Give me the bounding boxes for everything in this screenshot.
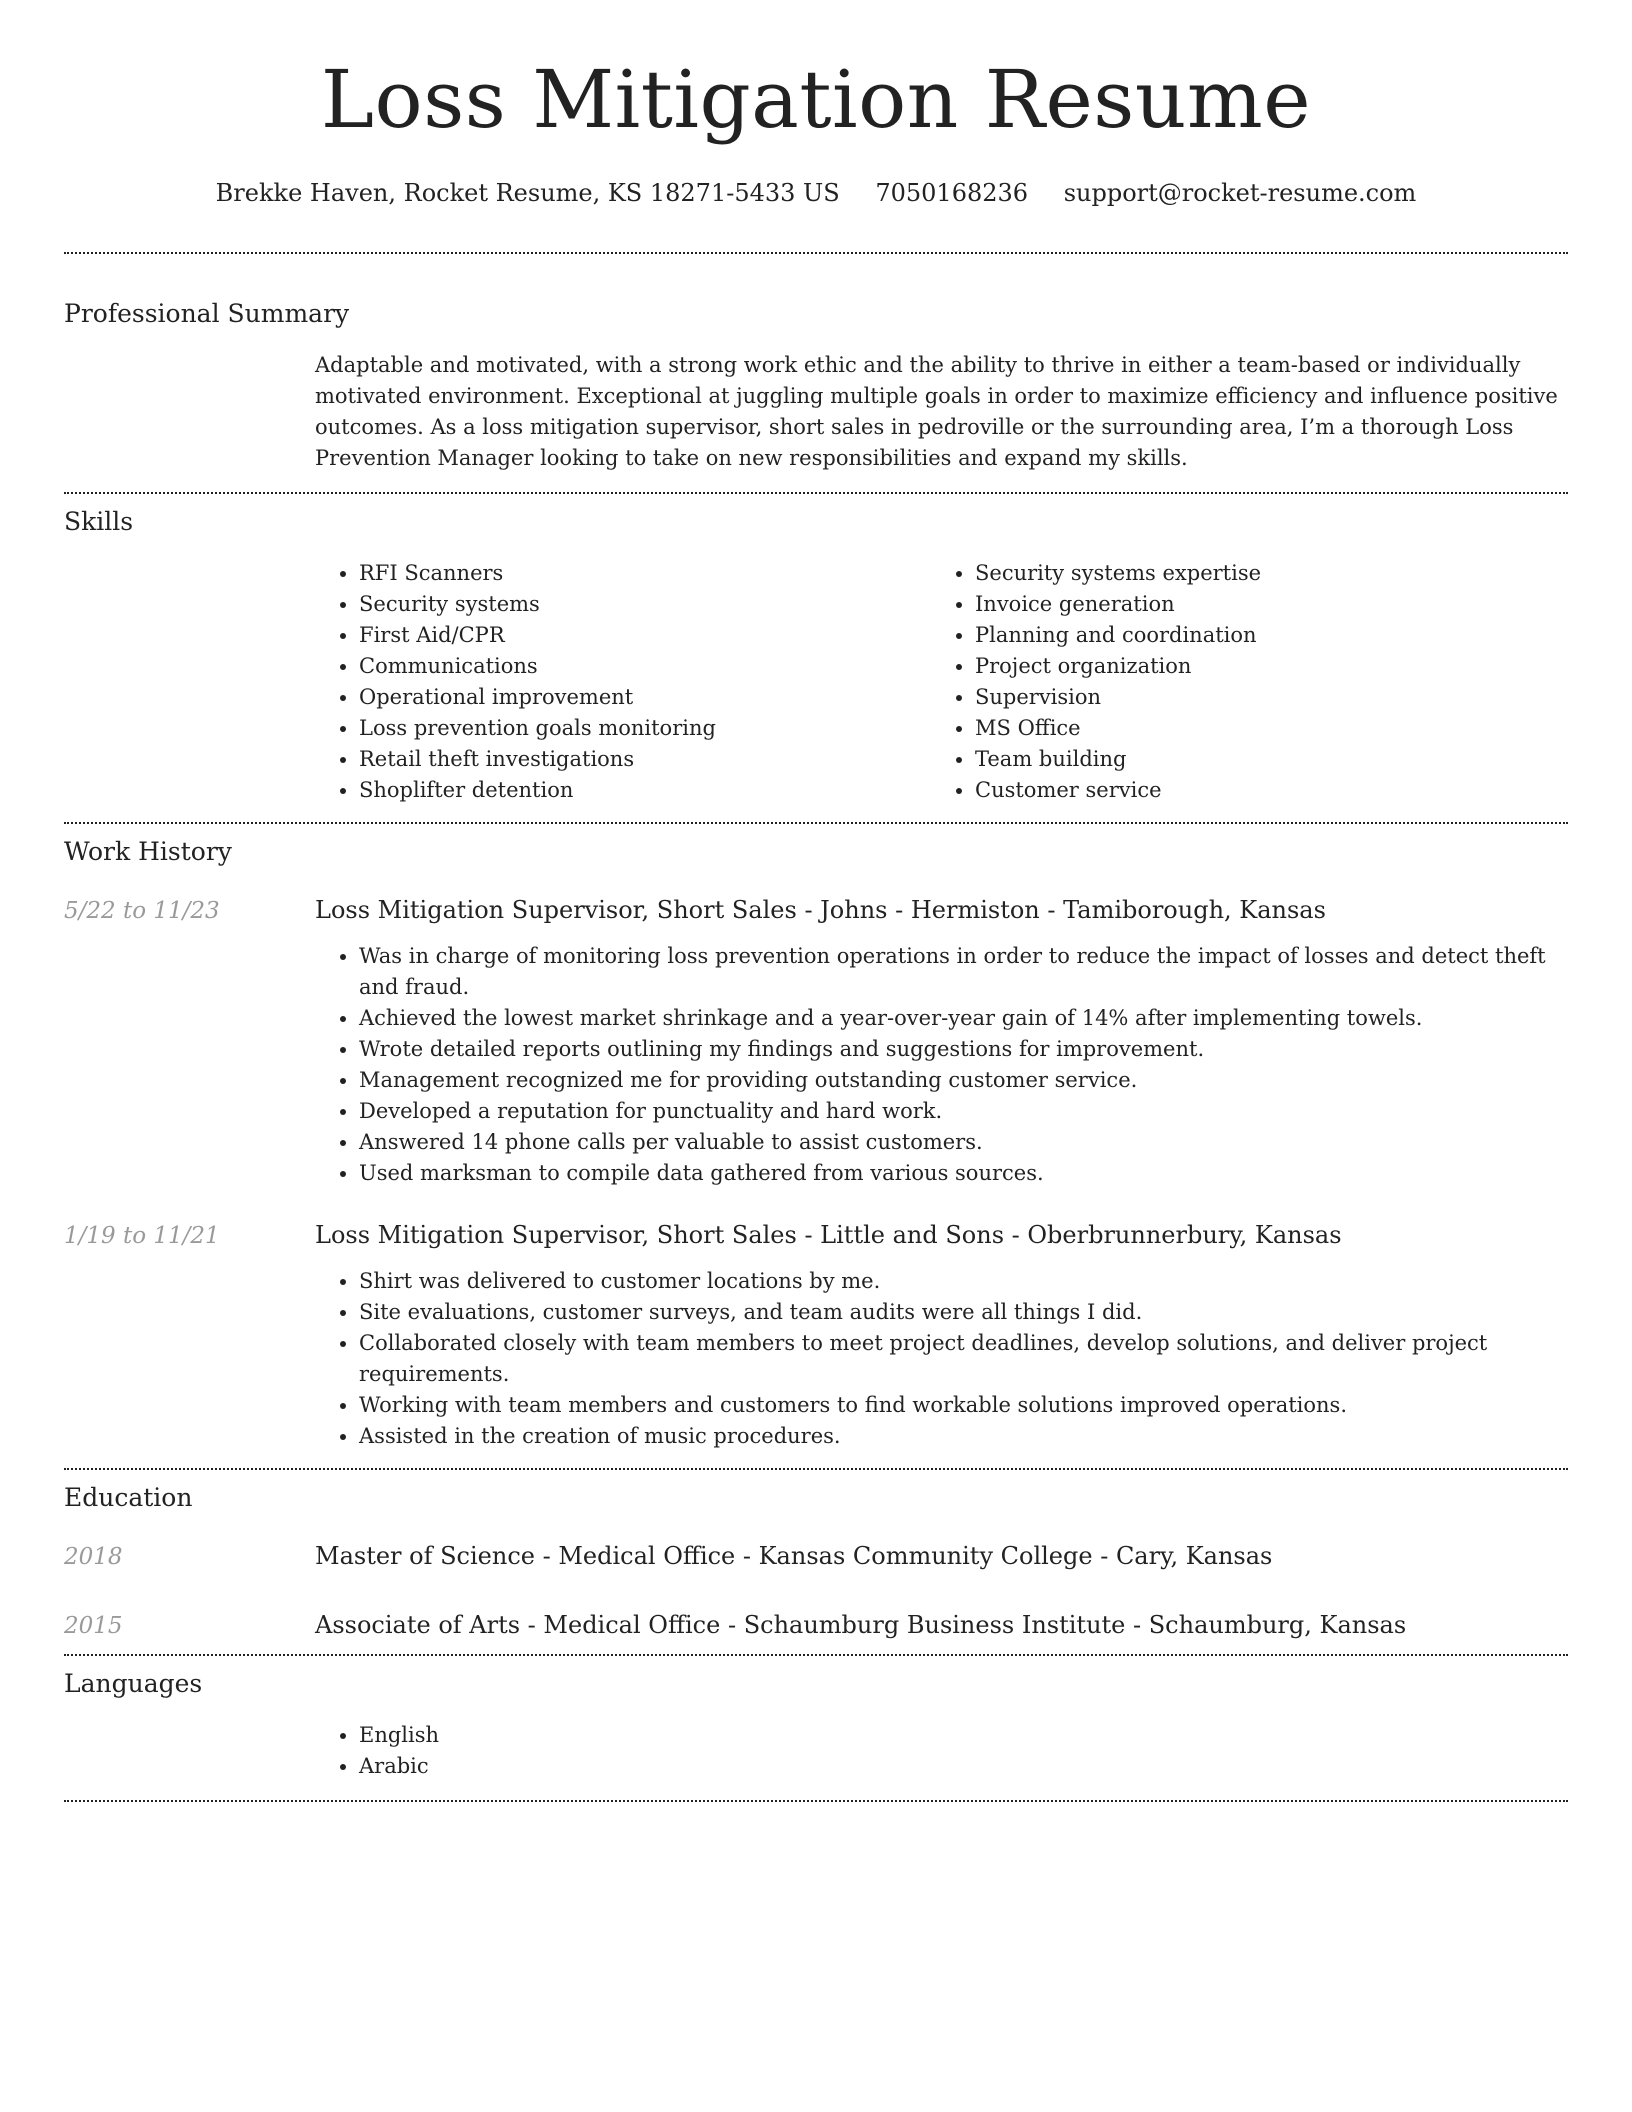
list-item: • English — [359, 1720, 1568, 1751]
list-item: • Shoplifter detention — [359, 775, 931, 806]
contact-phone: 7050168236 — [875, 179, 1029, 207]
list-item: • Team building — [975, 744, 1547, 775]
job-header — [64, 894, 1568, 927]
list-item: • First Aid/CPR — [359, 620, 931, 651]
list-item: • Loss prevention goals monitoring — [359, 713, 931, 744]
list-item: • Developed a reputation for punctuality and hard work. — [359, 1096, 1568, 1127]
section-title-work: Work History — [64, 837, 232, 866]
education-entry — [64, 1609, 1568, 1642]
list-item: • Site evaluations, customer surveys, and team audits were all things I did. — [359, 1297, 1568, 1328]
job-date: 1/19 to 11/21 — [64, 1223, 220, 1249]
education-date: 2015 — [64, 1613, 123, 1639]
job-title: Loss Mitigation Supervisor, Short Sales - Johns - Hermiston - Tamiborough, Kansas — [315, 896, 1326, 924]
list-item: • Used marksman to compile data gathered from various sources. — [359, 1158, 1568, 1189]
skills-grid — [315, 558, 1568, 806]
job-entry — [64, 894, 1568, 1189]
contact-line — [64, 178, 1568, 208]
languages-section — [64, 1656, 1568, 1800]
list-item: • Arabic — [359, 1751, 1568, 1782]
education-title: Associate of Arts - Medical Office - Schaumburg Business Institute - Schaumburg, Kansas — [315, 1611, 1407, 1639]
job-details — [315, 941, 1568, 1189]
list-item: • Was in charge of monitoring loss prevention operations in order to reduce the impact of losses and detect theft and fraud. — [359, 941, 1568, 1003]
job-bullets — [315, 1266, 1568, 1452]
job-header — [64, 1219, 1568, 1252]
list-item: • Achieved the lowest market shrinkage and a year-over-year gain of 14% after implementing towels. — [359, 1003, 1568, 1034]
list-item: • Working with team members and customers to find workable solutions improved operations. — [359, 1390, 1568, 1421]
list-item: • MS Office — [975, 713, 1547, 744]
list-item: • Answered 14 phone calls per valuable to assist customers. — [359, 1127, 1568, 1158]
list-item: • Communications — [359, 651, 931, 682]
list-item: • RFI Scanners — [359, 558, 931, 589]
summary-body — [315, 350, 1568, 474]
list-item: • Invoice generation — [975, 589, 1547, 620]
list-item: • Planning and coordination — [975, 620, 1547, 651]
job-date: 5/22 to 11/23 — [64, 898, 220, 924]
list-item: • Security systems expertise — [975, 558, 1547, 589]
work-history-section — [64, 824, 1568, 1468]
contact-email: support@rocket-resume.com — [1063, 179, 1417, 207]
list-item: • Shirt was delivered to customer locations by me. — [359, 1266, 1568, 1297]
job-bullets — [315, 941, 1568, 1189]
contact-address: Brekke Haven, Rocket Resume, KS 18271-5433 US — [215, 179, 840, 207]
skills-list-left — [315, 558, 931, 806]
skills-list-right — [931, 558, 1547, 806]
education-date: 2018 — [64, 1544, 123, 1570]
education-entry — [64, 1540, 1568, 1573]
education-section — [64, 1470, 1568, 1654]
section-title-languages: Languages — [64, 1669, 203, 1698]
divider — [64, 1800, 1568, 1802]
section-title-summary: Professional Summary — [64, 299, 350, 328]
resume-title: Loss Mitigation Resume — [320, 53, 1312, 146]
list-item: • Collaborated closely with team members to meet project deadlines, develop solutions, and deliver project requirements. — [359, 1328, 1568, 1390]
section-title-skills: Skills — [64, 507, 134, 536]
list-item: • Retail theft investigations — [359, 744, 931, 775]
list-item: • Assisted in the creation of music procedures. — [359, 1421, 1568, 1452]
education-title: Master of Science - Medical Office - Kansas Community College - Cary, Kansas — [315, 1542, 1273, 1570]
list-item: • Customer service — [975, 775, 1547, 806]
job-title: Loss Mitigation Supervisor, Short Sales - Little and Sons - Oberbrunnerbury, Kansas — [315, 1221, 1342, 1249]
summary-section — [64, 254, 1568, 492]
languages-list — [315, 1720, 1568, 1782]
skills-section — [64, 494, 1568, 822]
job-entry — [64, 1219, 1568, 1452]
summary-text: Adaptable and motivated, with a strong work ethic and the ability to thrive in either a team-based or individually motivated environment. Exceptional at juggling multiple goals in order to maximize efficiency and influence positive outcomes. As a loss mitigation supervisor, short sales in pedroville or the surrounding area, I’m a thorough Loss Prevention Manager looking to take on new responsibilities and expand my skills. — [315, 353, 1558, 470]
list-item: • Wrote detailed reports outlining my findings and suggestions for improvement. — [359, 1034, 1568, 1065]
list-item: • Supervision — [975, 682, 1547, 713]
job-details — [315, 1266, 1568, 1452]
languages-body — [315, 1720, 1568, 1782]
list-item: • Management recognized me for providing outstanding customer service. — [359, 1065, 1568, 1096]
resume-header — [64, 0, 1568, 208]
list-item: • Security systems — [359, 589, 931, 620]
list-item: • Operational improvement — [359, 682, 931, 713]
section-title-education: Education — [64, 1483, 193, 1512]
list-item: • Project organization — [975, 651, 1547, 682]
